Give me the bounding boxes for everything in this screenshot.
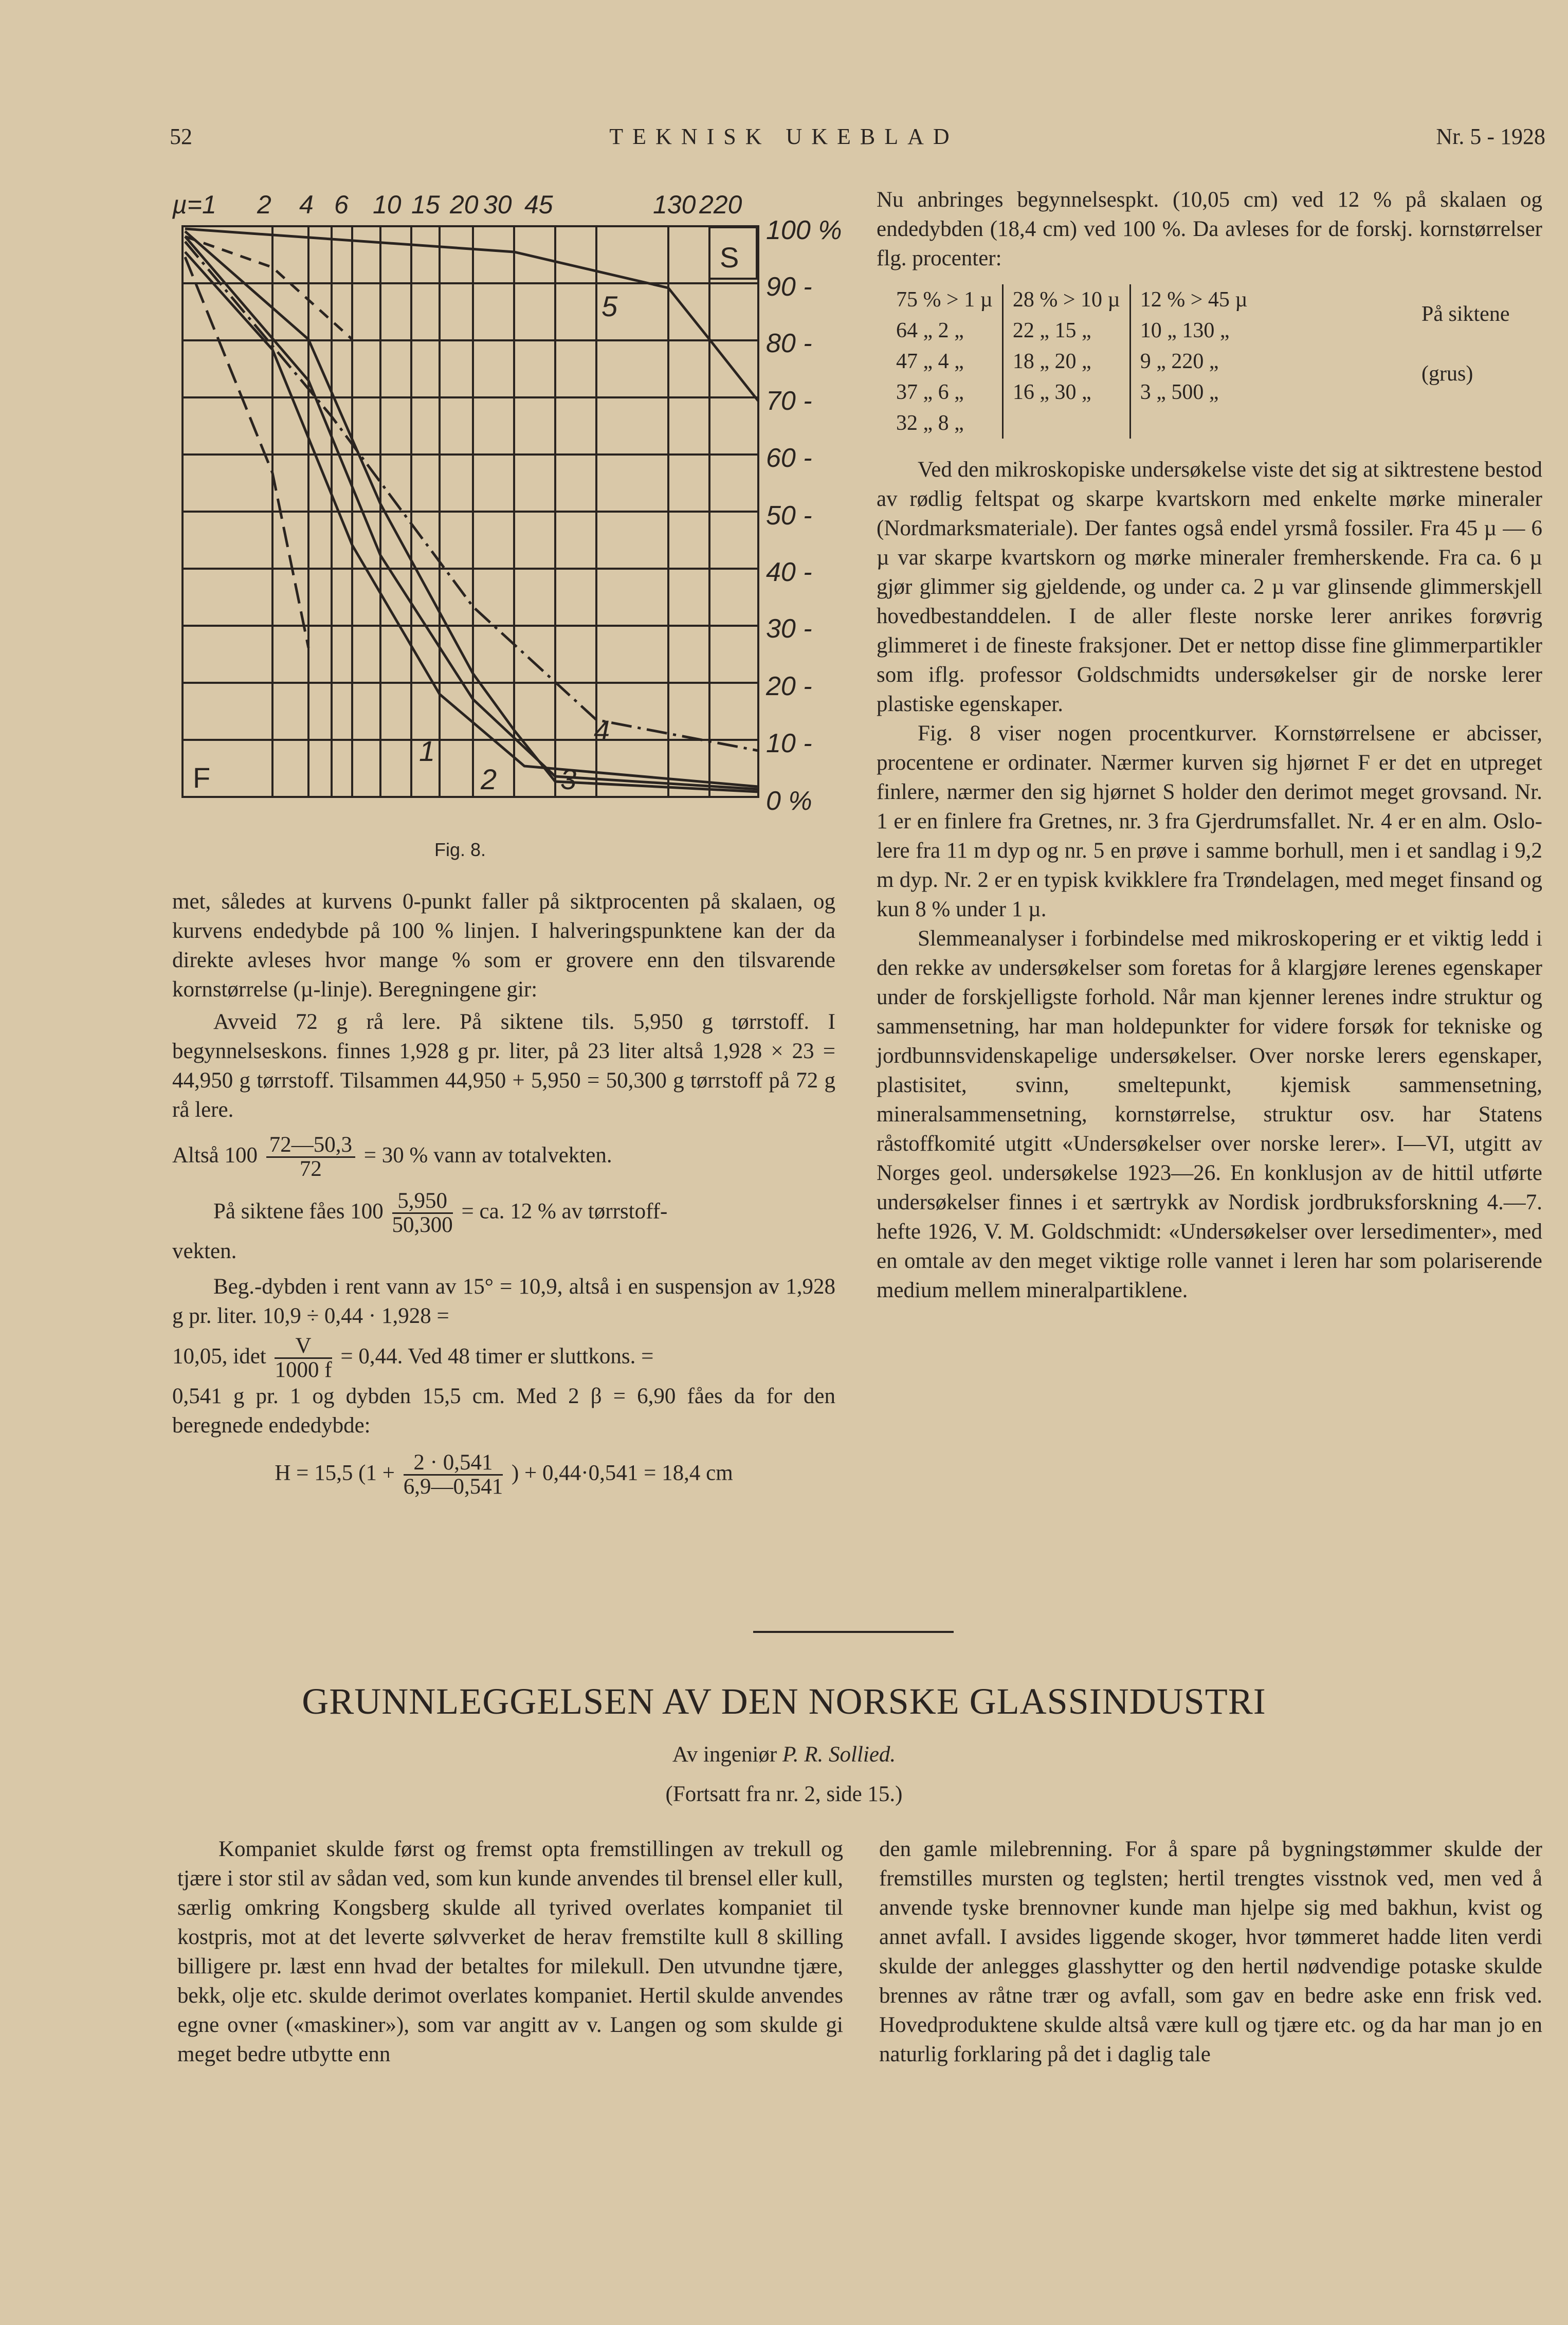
paragraph: Avveid 72 g rå lere. På siktene tils. 5,950 g tørrstoff. I begynnelseskons. finnes 1,928 g pr. liter, på 23 liter altså 1,928 × 23 = 44,950 g tørrstoff. Tilsammen 44,950 + 5,950 = 50,300 g tørrstoff på 72 g rå lere. — [172, 1010, 835, 1122]
grain-size-chart — [154, 185, 853, 864]
axis-label-130: 130 — [653, 190, 696, 219]
byline-prefix: Av ingeniør — [672, 1742, 777, 1767]
formula-text: ) + 0,44·0,541 = 18,4 cm — [511, 1461, 733, 1485]
byline — [0, 1742, 1568, 1767]
curve-label-4: 4 — [594, 714, 610, 747]
y-label-60: 60 - — [766, 443, 812, 473]
axis-label-2: 2 — [257, 190, 271, 219]
curve-5 — [185, 229, 758, 401]
continued-note: (Fortsatt fra nr. 2, side 15.) — [665, 1782, 903, 1806]
denominator: 6,9—0,541 — [403, 1475, 503, 1499]
corner-label-f: F — [193, 761, 211, 794]
y-label-50: 50 - — [766, 501, 812, 531]
axis-label-mu-1: µ=1 — [172, 190, 216, 219]
section-divider — [753, 1631, 954, 1633]
table-cell: 10 „ 130 „ — [1130, 315, 1256, 346]
article-left-column — [177, 1834, 843, 2069]
paragraph: met, således at kurvens 0-punkt faller på siktprocenten på skalaen, og kurvens endedybde på 100 % linjen. I halveringspunktene kan der da direkte avleses hvor mange % som er grovere enn den tilsvarende kornstørrelse (µ-linje). Beregningene gir: — [172, 889, 835, 1002]
paragraph: Nu anbringes begynnelsespkt. (10,05 cm) ved 12 % på skalaen og endedybden (18,4 cm) ved 100 %. Da avleses for de forskj. kornstørrelser flg. procenter: — [877, 188, 1542, 270]
axis-label-15: 15 — [411, 190, 440, 219]
table-note-gravel: (grus) — [1421, 362, 1473, 386]
grain-size-table-block — [887, 284, 1542, 444]
table-cell: 75 % > 1 µ — [896, 288, 993, 312]
issue-number: Nr. 5 - 1928 — [1436, 124, 1545, 149]
fraction — [404, 1451, 503, 1498]
table-cell: 64 „ 2 „ — [896, 319, 964, 342]
formula-water — [172, 1134, 835, 1180]
page-number: 52 — [170, 124, 192, 149]
corner-label-s: S — [720, 241, 739, 274]
left-column-text — [172, 887, 835, 1498]
y-label-30: 30 - — [766, 614, 812, 644]
numerator: 5,950 — [392, 1190, 453, 1214]
formula-text: H = 15,5 (1 + — [275, 1461, 395, 1485]
numerator: 2 · 0,541 — [404, 1451, 503, 1476]
curve-label-1: 1 — [419, 735, 435, 767]
y-label-40: 40 - — [766, 557, 812, 587]
y-label-20: 20 - — [766, 671, 812, 701]
paragraph: Kompaniet skulde først og fremst opta fremstillingen av trekull og tjære i stor stil av sådan ved, som kun kunde anvendes til brensel eller kull, særlig omkring Kongsberg skulde all tyrived overlates kompaniet til kostpris, mot at det leverte sølvverket de herav fremstilte kull 8 skilling billigere pr. læst enn hvad der betaltes for milekull. Den utvundne tjære, bekk, olje etc. skulde derimot overlates kompaniet. Hertil skulde anvendes egne ovner («maskiner»), som var angitt av v. Langen og som skulde gi meget bedre utbytte enn — [177, 1837, 843, 2066]
table-cell — [1002, 408, 1130, 439]
curve-4 — [185, 242, 758, 751]
denominator: 50,300 — [392, 1213, 453, 1237]
table-cell: 32 „ 8 „ — [896, 411, 964, 435]
article-right-column — [879, 1834, 1542, 2069]
table-row — [887, 315, 1257, 346]
y-label-90: 90 - — [766, 272, 812, 302]
axis-label-10: 10 — [373, 190, 402, 219]
fraction — [392, 1190, 453, 1237]
table-cell: 22 „ 15 „ — [1002, 315, 1130, 346]
author-name: P. R. Sollied. — [782, 1742, 896, 1767]
numerator: 72—50,3 — [266, 1134, 355, 1158]
y-label-100: 100 % — [766, 215, 842, 245]
formula-text: 10,05, idet — [172, 1344, 266, 1369]
article-title: GRUNNLEGGELSEN AV DEN NORSKE GLASSINDUSTRI — [302, 1681, 1266, 1722]
journal-title: TEKNISK UKEBLAD — [609, 124, 959, 149]
paragraph: Beg.-dybden i rent vann av 15° = 10,9, altså i en suspensjon av 1,928 g pr. liter. 10,9 ÷ 0,44 · 1,928 = — [172, 1275, 835, 1328]
axis-label-220: 220 — [699, 190, 742, 219]
paragraph: 0,541 g pr. 1 og dybden 15,5 cm. Med 2 β = 6,90 fåes da for den beregnede endedybde: — [172, 1384, 835, 1438]
denominator: 1000 f — [275, 1358, 332, 1382]
table-cell: 12 % > 45 µ — [1130, 284, 1256, 315]
table-cell: 37 „ 6 „ — [896, 380, 964, 404]
table-cell: 3 „ 500 „ — [1130, 377, 1256, 408]
paragraph: Ved den mikroskopiske undersøkelse viste det sig at siktrestene bestod av rødlig feltspat og skarpe kvartskorn med enkelte mørke mineraler (Nordmarksmateriale). Der fantes også endel yrsmå fossiler. Fra 45 µ — 6 µ var skarpe kvartskorn og mørke mineraler fremherskende. Fra ca. 6 µ gjør glimmer sig gjeldende, og under ca. 2 µ var glinsende glimmerskjell hovedbestanddelen. I de aller fleste norske lerer anrikes forøvrig glimmeret i de fineste fraksjoner. Det er nettop disse fine glimmerpartikler som iflg. professor Goldschmidts undersøkelser gir de norske lerer plastiske egenskaper. — [877, 458, 1542, 716]
figure-8 — [154, 185, 853, 864]
curve-label-5: 5 — [601, 290, 618, 322]
axis-label-4: 4 — [299, 190, 314, 219]
paragraph: Fig. 8 viser nogen procentkurver. Kornstørrelsene er abcisser, procentene er ordinater. Nærmer kurven sig hjørnet F er det en utpreget finlere, nærmer den sig hjørnet S holder den derimot meget grovsand. Nr. 1 er en finlere fra Gretnes, nr. 3 fra Gjerdrumsfallet. Nr. 4 er en alm. Oslo-lere fra 11 m dyp og nr. 5 en prøve i samme borhull, men i et sandlag i 9,2 m dyp. Nr. 2 er en typisk kvikklere fra Trøndelagen, med meget finsand og kun 8 % under 1 µ. — [877, 721, 1542, 921]
table-cell: 9 „ 220 „ — [1130, 346, 1256, 377]
formula-text: = 0,44. Ved 48 timer er sluttkons. = — [340, 1344, 654, 1369]
paragraph: den gamle milebrenning. For å spare på bygningstømmer skulde der fremstilles mursten og teglsten; hertil trengtes visstnok ved, men ved å anvende tyske brennovner kunde man hjelpe sig med bakhun, kvist og annet avfall. I avsides liggende skoger, hvor tømmeret hadde liten verdi skulde der anlegges glasshytter og den hertil nødvendige potaske skulde brennes av råtne trær og avfall, som gav en bedre aske enn frisk ved. Hovedproduktene skulde altså være kull og tjære etc. og da har man jo en naturlig forklaring på det i daglig tale — [879, 1837, 1542, 2066]
curve-label-2: 2 — [481, 763, 497, 795]
formula-text: På siktene fåes 100 — [213, 1199, 384, 1224]
formula-text: = ca. 12 % av tørrstoff- — [461, 1199, 668, 1224]
axis-label-20: 20 — [450, 190, 479, 219]
curve-f-dashed — [185, 257, 308, 648]
formula-text: Altså 100 — [172, 1143, 258, 1168]
table-row — [887, 377, 1257, 408]
curve-2 — [185, 252, 758, 787]
denominator: 72 — [299, 1157, 322, 1181]
chart-grid — [183, 226, 758, 797]
y-label-80: 80 - — [766, 329, 812, 358]
paragraph: Slemmeanalyser i forbindelse med mikroskopering er et viktig ledd i den rekke av undersøkelser som foretas for å klargjøre lerenes egenskaper under de forskjelligste forhold. Når man kjenner lerenes indre struktur og sammensetning, har man holdepunkter for videre forsøk for tekniske og jordbunnsvidenskapelige undersøkelser. Over norske lerers egenskaper, plastisitet, svinn, smeltepunkt, kjemisk sammensetning, mineralsammensetning, kornstørrelse, struktur osv. har Statens råstoffkomité utgitt «Undersøkelser over norske lerer». I—VI, utgitt av Norges geol. undersøkelse 1923—26. En konklusjon av de hittil utførte undersøkelser finnes i et særtrykk av Nordisk jordbruksforskning 4.—7. hefte 1926, V. M. Goldschmidt: «Undersøkelser over lersedimenter», med en omtale av den meget viktige rolle vannet i leren har som polariserende medium mellem mineralpartiklene. — [877, 927, 1542, 1302]
y-label-10: 10 - — [766, 729, 812, 758]
grain-size-table — [887, 284, 1257, 439]
formula-sieve — [172, 1190, 835, 1237]
formula-depth — [172, 1451, 835, 1498]
fraction — [275, 1335, 332, 1382]
table-row — [887, 408, 1257, 439]
paragraph: vekten. — [172, 1239, 237, 1263]
table-cell: 28 % > 10 µ — [1002, 284, 1130, 315]
formula-text: = 30 % vann av totalvekten. — [363, 1143, 612, 1168]
figure-caption: Fig. 8. — [434, 839, 486, 860]
table-cell: 47 „ 4 „ — [896, 350, 964, 373]
axis-label-45: 45 — [524, 190, 553, 219]
table-note-sieve: På siktene — [1421, 302, 1510, 326]
table-row — [887, 284, 1257, 315]
table-cell: 18 „ 20 „ — [1002, 346, 1130, 377]
table-notes — [1421, 300, 1509, 388]
table-cell: 16 „ 30 „ — [1002, 377, 1130, 408]
fraction — [266, 1134, 355, 1180]
right-column-text — [877, 185, 1542, 1305]
formula-ratio — [172, 1335, 835, 1382]
axis-label-30: 30 — [483, 190, 512, 219]
y-label-70: 70 - — [766, 386, 812, 416]
axis-label-6: 6 — [334, 190, 349, 219]
y-label-0: 0 % — [766, 786, 812, 816]
table-cell — [1130, 408, 1256, 439]
table-row — [887, 346, 1257, 377]
curve-label-3: 3 — [560, 763, 577, 795]
curve-1 — [185, 237, 758, 789]
numerator: V — [275, 1335, 332, 1359]
